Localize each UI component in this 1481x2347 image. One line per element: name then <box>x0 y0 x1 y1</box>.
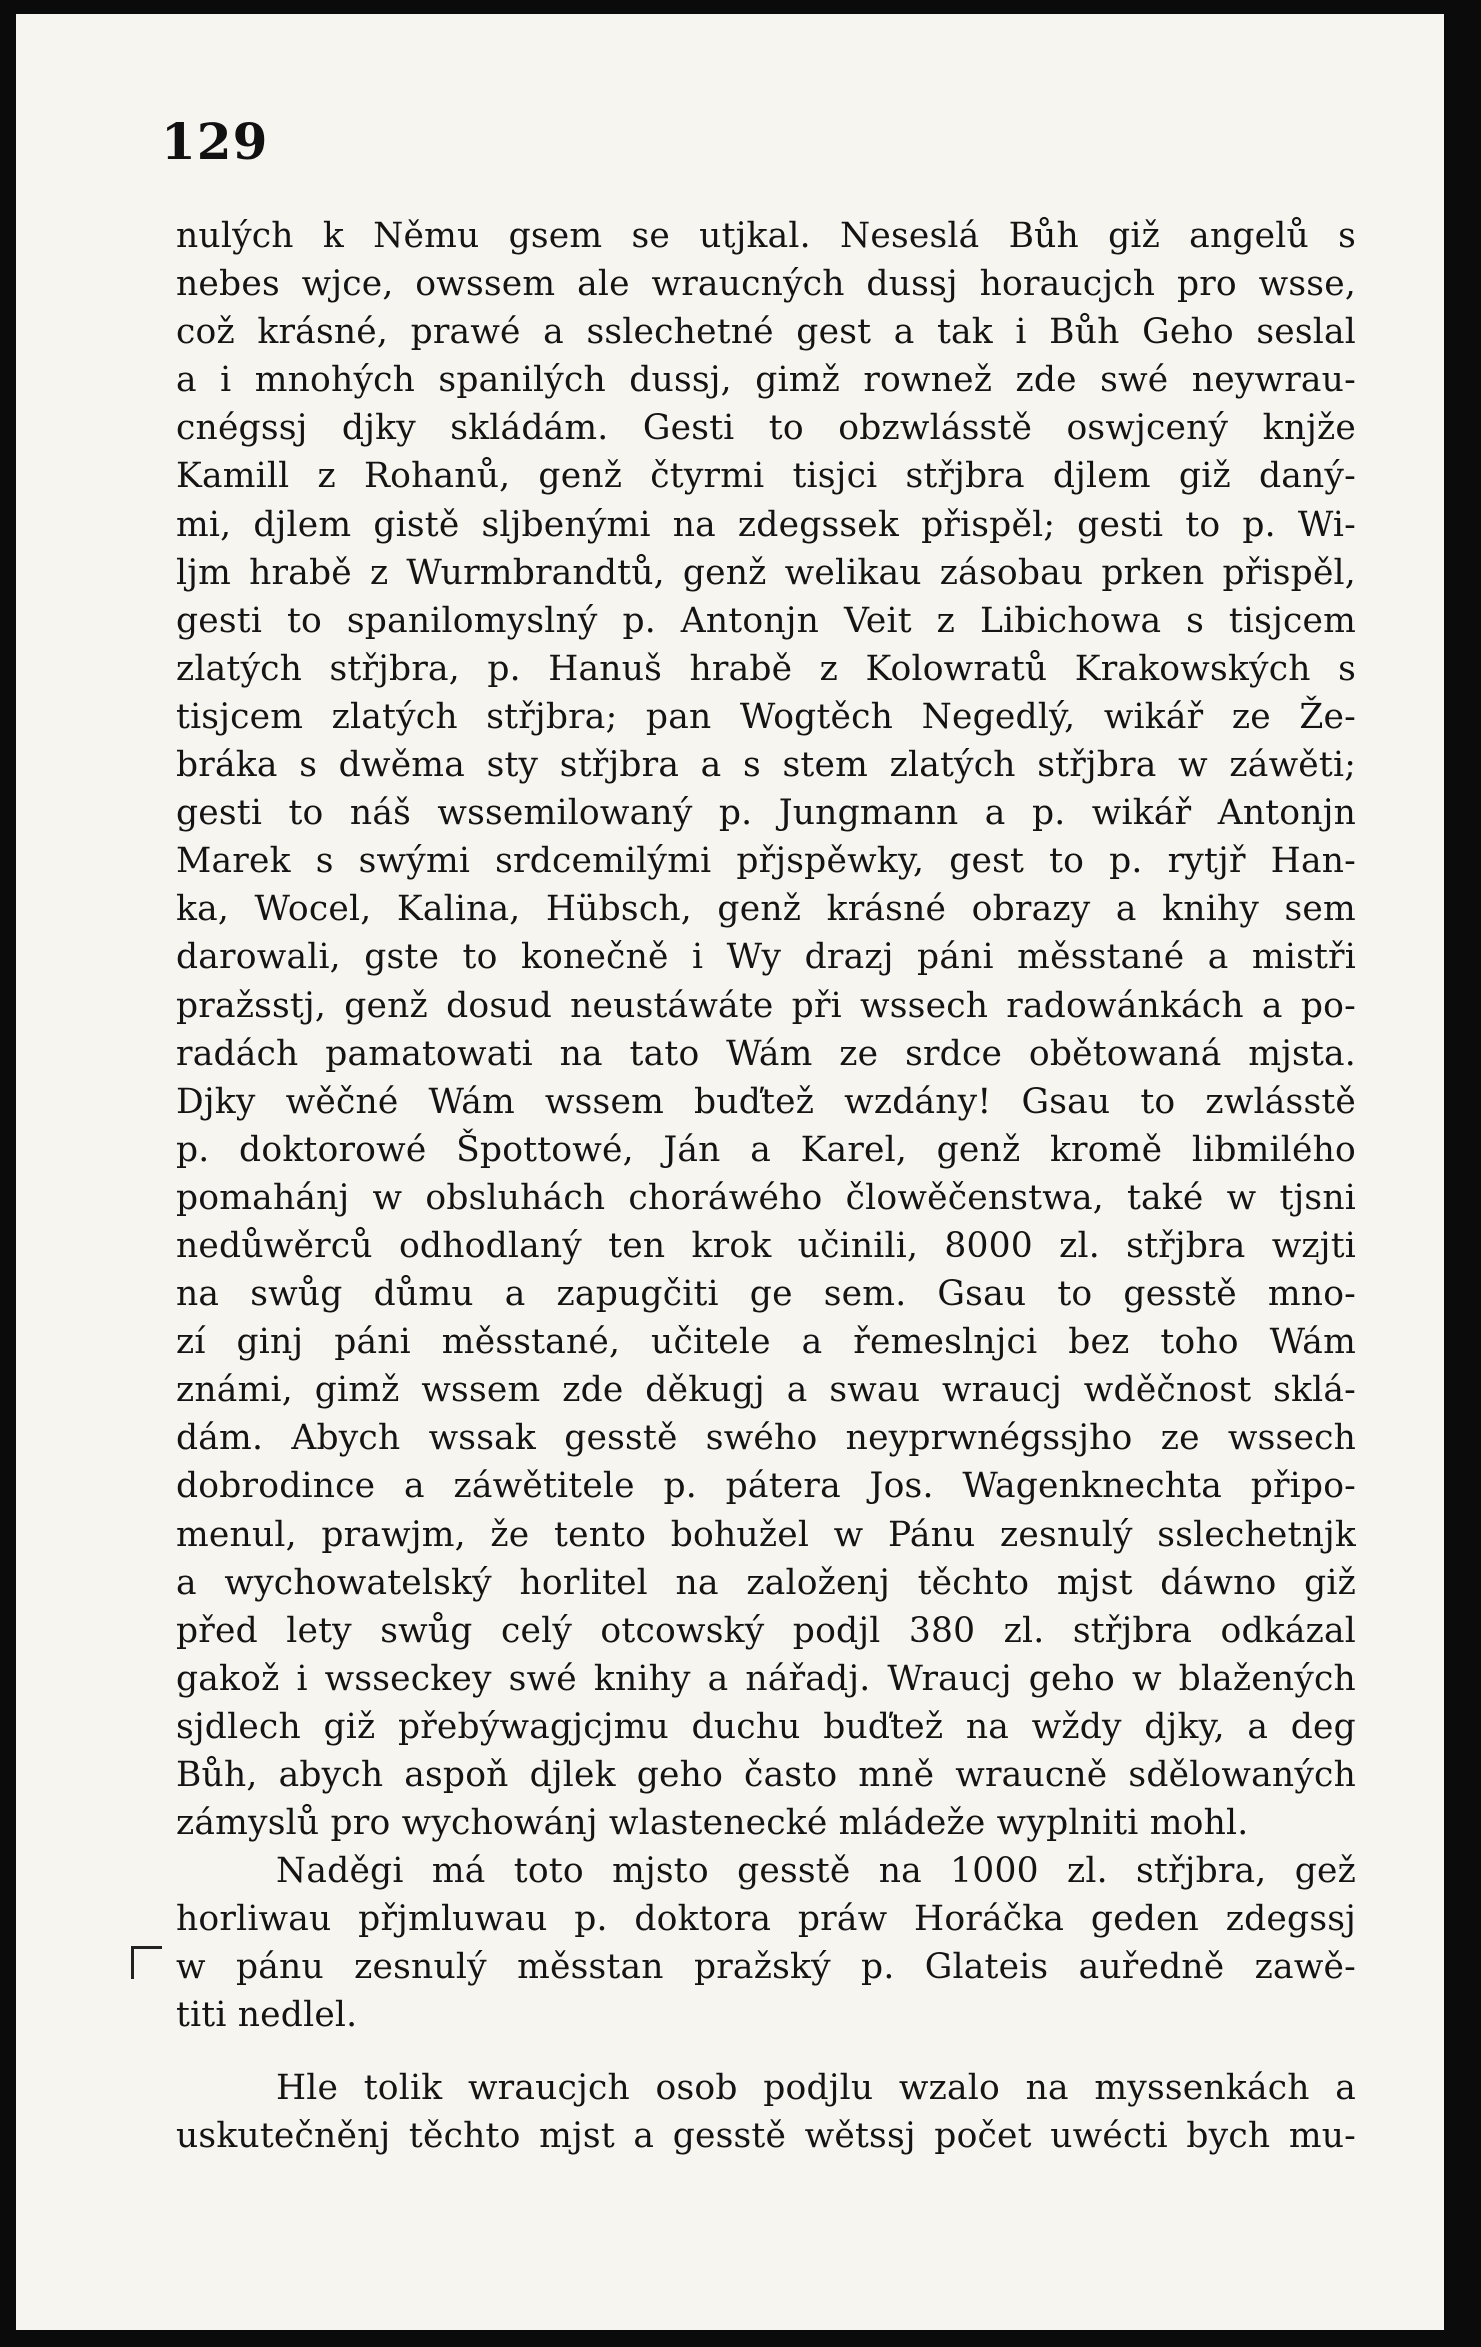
text-line: gesti to náš wssemilowaný p. Jungmann a p. wikář Antonjn <box>176 793 1357 834</box>
text-line: Marek s swými srdcemilými přjspěwky, gest to p. rytjř Han- <box>176 841 1356 882</box>
text-line: menul, prawjm, že tento bohužel w Pánu zesnulý sslechetnjk <box>176 1514 1357 1555</box>
text-line: zí ginj páni měsstané, učitele a řemeslnjci bez toho Wám <box>176 1322 1356 1363</box>
text-line: horliwau přjmluwau p. doktora práw Horáčka geden zdegssj <box>176 1899 1357 1940</box>
text-line: pomahánj w obsluhách choráwého člowěčenstwa, také w tjsni <box>176 1177 1356 1218</box>
body-text <box>176 212 1356 2160</box>
text-line: w pánu zesnulý měsstan pražský p. Glateis auředně zawě- <box>176 1947 1357 1988</box>
text-line: zlatých střjbra, p. Hanuš hrabě z Kolowratů Krakowských s <box>176 648 1356 689</box>
paragraph-start-line: Naděgi má toto mjsto gesstě na 1000 zl. střjbra, gež <box>276 1851 1357 1892</box>
text-line: známi, gimž wssem zde děkugj a swau wraucj wděčnost sklá- <box>176 1370 1357 1411</box>
text-line: nulých k Němu gsem se utjkal. Neseslá Bůh giž angelů s <box>176 216 1356 256</box>
book-page <box>16 14 1444 2330</box>
paragraph-gap <box>176 2040 1356 2064</box>
text-line: bráka s dwěma sty střjbra a s stem zlatých střjbra w záwěti; <box>176 745 1357 786</box>
text-line: tisjcem zlatých střjbra; pan Wogtěch Negedlý, wikář ze Že- <box>176 696 1357 737</box>
text-line: a i mnohých spanilých dussj, gimž rownež zde swé neywrau- <box>176 360 1356 401</box>
text-line: pražsstj, genž dosud neustáwáte při wssech radowánkách a po- <box>176 985 1356 1026</box>
paragraph-start-line: Hle tolik wraucjch osob podjlu wzalo na myssenkách a <box>276 2067 1357 2108</box>
text-line: titi nedlel. <box>176 1995 358 2036</box>
text-line: ljm hrabě z Wurmbrandtů, genž welikau zásobau prken přispěl, <box>176 552 1356 593</box>
text-line: ka, Wocel, Kalina, Hübsch, genž krásné obrazy a knihy sem <box>176 889 1356 930</box>
corner-mark <box>131 1946 162 1979</box>
text-line: uskutečněnj těchto mjst a gesstě wětssj počet uwécti bych mu- <box>176 2115 1357 2156</box>
text-line: cnégssj djky skládám. Gesti to obzwlásstě oswjcený knjže <box>176 408 1357 449</box>
page-number: 129 <box>161 112 269 171</box>
text-line: darowali, gste to konečně i Wy drazj páni měsstané a mistři <box>176 937 1356 978</box>
text-line: Kamill z Rohanů, genž čtyrmi tisjci střjbra djlem giž daný- <box>176 456 1356 497</box>
text-line: gakož i wsseckey swé knihy a nářadj. Wraucj geho w blažených <box>176 1658 1356 1699</box>
text-line: gesti to spanilomyslný p. Antonjn Veit z Libichowa s tisjcem <box>176 600 1357 641</box>
text-line: sjdlech giž přebýwagjcjmu duchu buďtež na wždy djky, a deg <box>176 1706 1356 1747</box>
text-line: dám. Abych wssak gesstě swého neyprwnégssjho ze wssech <box>176 1418 1357 1459</box>
text-line: což krásné, prawé a sslechetné gest a tak i Bůh Geho seslal <box>176 312 1357 353</box>
text-line: dobrodince a záwětitele p. pátera Jos. Wagenknechta připo- <box>176 1466 1357 1507</box>
text-line: p. doktorowé Špottowé, Ján a Karel, genž kromě libmilého <box>176 1129 1356 1170</box>
text-line: před lety swůg celý otcowský podjl 380 zl. střjbra odkázal <box>176 1610 1357 1651</box>
text-line: zámyslů pro wychowánj wlastenecké mládeže wyplniti mohl. <box>176 1803 1249 1844</box>
text-line: Bůh, abych aspoň djlek geho často mně wraucně sdělowaných <box>176 1755 1356 1795</box>
text-line: na swůg důmu a zapugčiti ge sem. Gsau to gesstě mno- <box>176 1274 1357 1315</box>
text-line: nebes wjce, owssem ale wraucných dussj horaucjch pro wsse, <box>176 264 1356 305</box>
text-line: mi, djlem gistě sljbenými na zdegssek přispěl; gesti to p. Wi- <box>176 504 1357 545</box>
text-line: a wychowatelský horlitel na založenj těchto mjst dáwno giž <box>176 1562 1356 1603</box>
text-line: Djky wěčné Wám wssem buďtež wzdány! Gsau to zwlásstě <box>176 1081 1357 1122</box>
text-line: radách pamatowati na tato Wám ze srdce obětowaná mjsta. <box>176 1033 1356 1074</box>
text-line: nedůwěrců odhodlaný ten krok učinili, 8000 zl. střjbra wzjti <box>176 1225 1356 1266</box>
